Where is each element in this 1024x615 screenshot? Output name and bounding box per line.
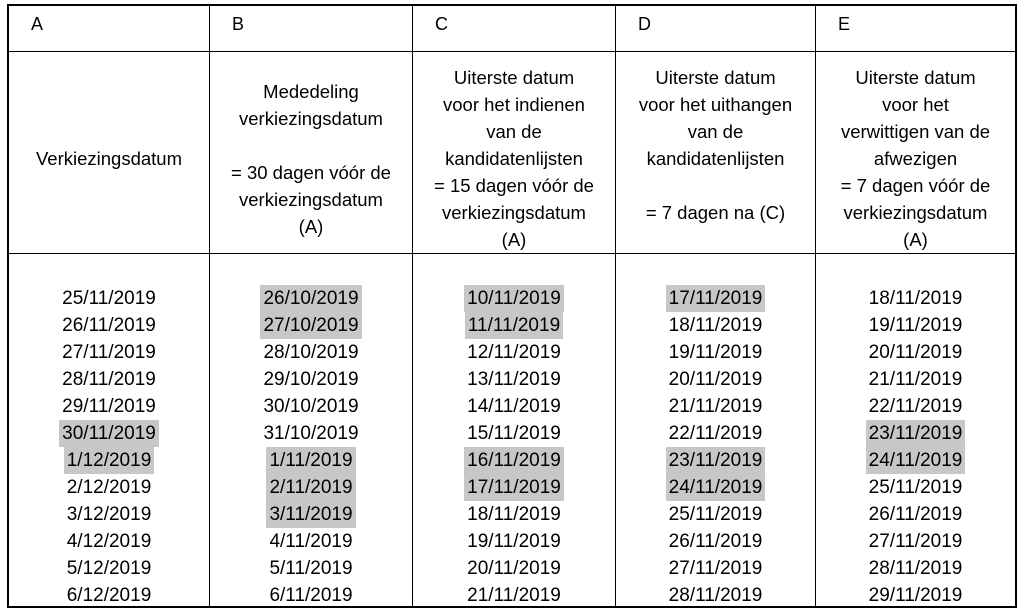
header-line [308,132,313,159]
date-cell: 19/11/2019 [668,342,763,363]
date-cell: 21/11/2019 [668,396,763,417]
header-line: verkiezingsdatum [843,202,988,223]
header-line: verkiezingsdatum [239,107,383,129]
date-cell: 25/11/2019 [62,288,156,309]
election-dates-table [7,4,1017,608]
date-cell-highlighted: 17/11/2019 [666,285,766,312]
date-cell-highlighted: 30/11/2019 [59,420,159,447]
header-line: (A) [501,229,527,250]
date-cell: 2/12/2019 [66,477,152,498]
date-cell: 19/11/2019 [868,315,963,336]
header-line: Uiterste datum [655,67,776,88]
date-cell: 29/11/2019 [62,396,156,417]
header-line: voor het uithangen [638,94,793,115]
date-cell: 18/11/2019 [868,288,963,309]
date-cell: 27/11/2019 [668,558,763,579]
date-cell-highlighted: 27/10/2019 [260,312,361,339]
date-cell: 29/10/2019 [263,369,359,390]
date-cell: 25/11/2019 [868,477,963,498]
date-cell-highlighted: 17/11/2019 [464,474,564,501]
header-line: van de [486,121,542,142]
date-cell-highlighted: 23/11/2019 [866,420,966,447]
date-cell: 21/11/2019 [467,585,561,606]
header-line: (A) [298,215,324,237]
date-cell: 14/11/2019 [467,396,561,417]
header-line: kandidatenlijsten [646,148,785,169]
column-header [616,61,815,256]
date-cell-highlighted: 3/11/2019 [266,501,355,528]
date-list [9,285,209,609]
date-cell: 6/12/2019 [66,585,152,606]
header-line [713,226,718,253]
date-cell-highlighted: 16/11/2019 [464,447,564,474]
date-cell: 22/11/2019 [668,423,763,444]
column-header [816,61,1015,256]
header-line: verkiezingsdatum [442,202,586,223]
date-cell: 27/11/2019 [62,342,156,363]
date-cell-highlighted: 1/12/2019 [64,447,155,474]
date-cell: 30/10/2019 [263,396,359,417]
date-cell-highlighted: 11/11/2019 [465,312,563,339]
header-line: = 15 dagen vóór de [434,175,594,196]
column-header [9,61,209,256]
date-cell-highlighted: 23/11/2019 [666,447,766,474]
date-cell-highlighted: 24/11/2019 [866,447,966,474]
date-cell: 13/11/2019 [467,369,561,390]
date-cell: 28/10/2019 [263,342,359,363]
date-cell: 12/11/2019 [467,342,561,363]
column-header [210,61,412,256]
date-cell: 18/11/2019 [467,504,561,525]
date-cell: 22/11/2019 [868,396,963,417]
header-line: Mededeling [263,80,359,102]
column-d [616,6,815,606]
header-line: verwittigen van de [840,121,991,142]
header-line: verkiezingsdatum [239,188,383,210]
date-cell: 26/11/2019 [668,531,763,552]
date-cell: 6/11/2019 [269,585,353,606]
column-letter: D [638,14,651,34]
date-cell: 5/12/2019 [66,558,152,579]
date-cell: 27/11/2019 [868,531,963,552]
header-line: Uiterste datum [453,67,575,88]
header-line: = 30 dagen vóór de [231,161,391,183]
date-cell: 31/10/2019 [263,423,359,444]
date-cell: 20/11/2019 [868,342,963,363]
date-cell: 28/11/2019 [62,369,156,390]
header-line: voor het indienen [443,94,585,115]
header-line: = 7 dagen na (C) [645,202,786,223]
column-e [816,6,1015,606]
date-cell: 15/11/2019 [467,423,561,444]
column-b [210,6,412,606]
date-list [816,285,1015,609]
date-list [413,285,615,609]
date-cell: 29/11/2019 [868,585,963,606]
date-cell: 21/11/2019 [868,369,963,390]
date-cell-highlighted: 24/11/2019 [666,474,766,501]
date-cell: 26/11/2019 [868,504,963,525]
column-letter: A [31,14,44,34]
header-line: kandidatenlijsten [445,148,583,169]
date-list [210,285,412,609]
header-line: Uiterste datum [855,67,976,88]
date-cell: 26/11/2019 [62,315,156,336]
date-cell: 18/11/2019 [668,315,763,336]
column-a [9,6,209,606]
header-line: = 7 dagen vóór de [840,175,991,196]
date-cell: 28/11/2019 [868,558,963,579]
date-cell-highlighted: 2/11/2019 [266,474,355,501]
column-header [413,61,615,256]
date-cell-highlighted: 26/10/2019 [260,285,361,312]
date-cell: 5/11/2019 [269,558,353,579]
date-cell-highlighted: 10/11/2019 [464,285,564,312]
date-cell: 4/12/2019 [66,531,152,552]
column-letter: C [435,14,448,34]
header-line: van de [687,121,744,142]
date-list [616,285,815,609]
column-letter: E [838,14,851,34]
date-cell: 25/11/2019 [668,504,763,525]
header-line: (A) [903,229,928,250]
header-line: voor het [882,94,949,115]
header-line [713,172,718,199]
date-cell: 28/11/2019 [668,585,763,606]
date-cell: 4/11/2019 [269,531,353,552]
column-c [413,6,615,606]
date-cell: 19/11/2019 [467,531,561,552]
column-letter: B [232,14,245,34]
date-cell: 20/11/2019 [668,369,763,390]
date-cell: 3/12/2019 [66,504,152,525]
date-cell-highlighted: 1/11/2019 [266,447,355,474]
header-line: afwezigen [873,148,958,169]
header-line: Verkiezingsdatum [35,148,183,169]
date-cell: 20/11/2019 [467,558,561,579]
